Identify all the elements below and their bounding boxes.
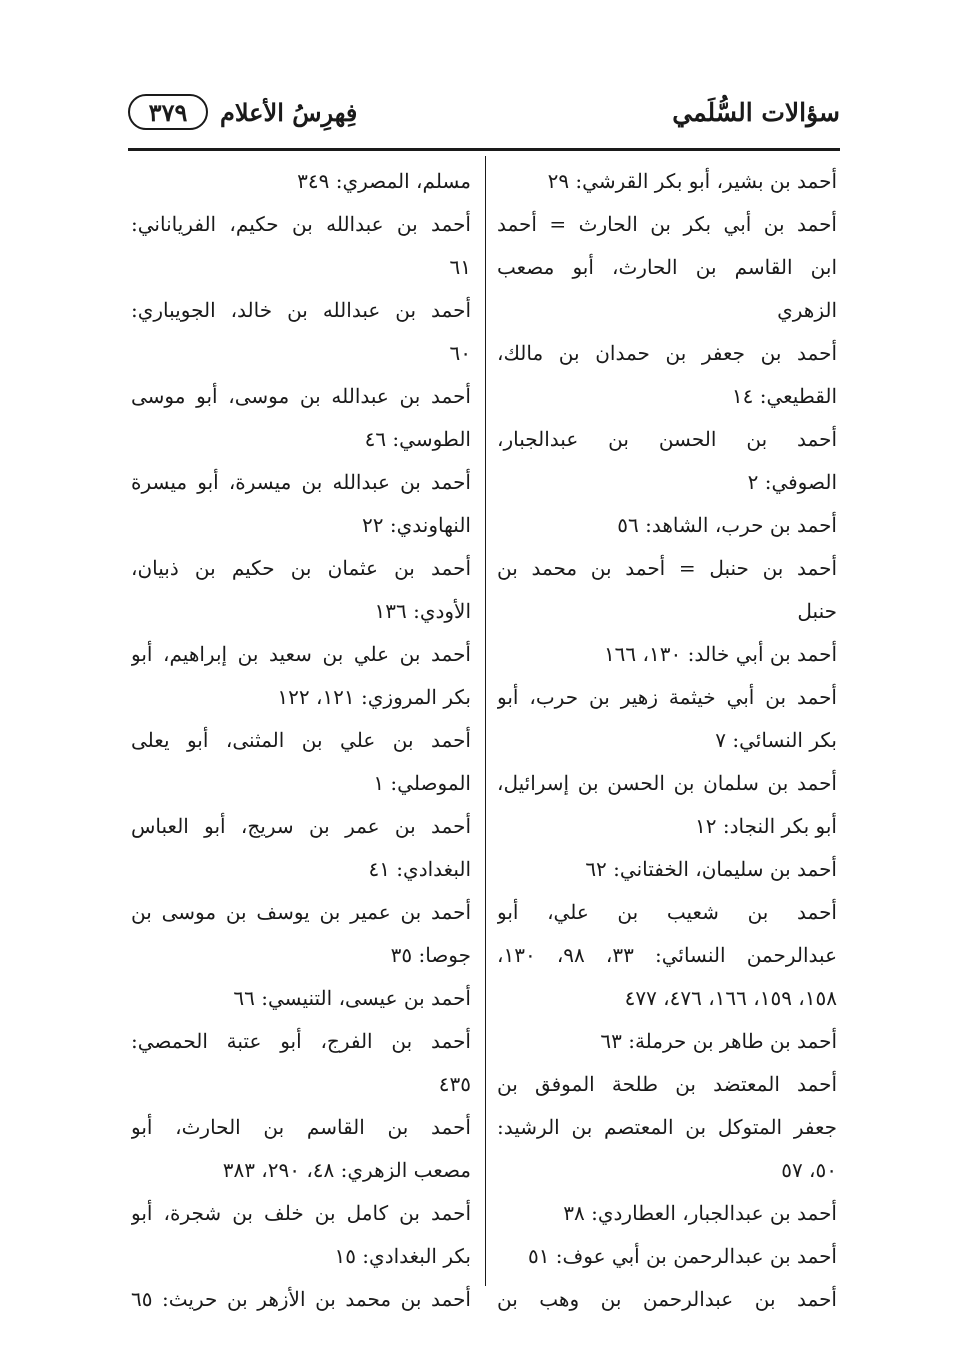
- index-entry-line: أبو بكر النجاد: ١٢: [695, 814, 837, 838]
- section-title: فِهرِسُ الأعلام: [220, 98, 358, 127]
- index-entry-line: القطيعي: ١٤: [731, 384, 837, 408]
- index-entry-line: أحمد بن علي بن المثنى، أبو يعلى: [131, 728, 471, 752]
- index-entry-line: أحمد بن عمر بن سريج، أبو العباس: [131, 814, 471, 838]
- index-entry-line: أحمد بن حنبل = أحمد بن محمد بن: [497, 556, 837, 580]
- page-number-badge: [128, 94, 208, 130]
- index-entry-line: أحمد بن عبدالجبار، العطاردي: ٣٨: [563, 1201, 837, 1225]
- index-entry-line: عبدالرحمن النسائي: ٣٣، ٩٨، ١٣٠،: [497, 943, 837, 967]
- index-entry-line: أحمد بن سلمان بن الحسن بن إسرائيل،: [497, 771, 837, 795]
- page-number: ٣٧٩: [148, 97, 188, 127]
- index-entry-line: أحمد بن حرب، الشاهد: ٥٦: [617, 513, 837, 537]
- index-entry-line: أحمد بن عمير بن يوسف بن موسى بن: [131, 900, 471, 924]
- index-entry-line: الزهري: [777, 298, 837, 322]
- column-divider: [485, 156, 486, 1286]
- page-header: [128, 92, 840, 142]
- index-entry-line: أحمد بن عبدالله بن حكيم، الفرياناني:: [131, 212, 471, 236]
- index-entry-line: أحمد بن علي بن سعيد بن إبراهيم، أبو: [131, 642, 471, 666]
- index-entry-line: بكر البغدادي: ١٥: [334, 1244, 471, 1268]
- index-entry-line: أحمد بن طاهر بن حرملة: ٦٣: [600, 1029, 837, 1053]
- index-entry-line: النهاوندي: ٢٢: [362, 513, 471, 537]
- index-entry-line: أحمد بن بشير، أبو بكر القرشي: ٢٩: [547, 169, 837, 193]
- index-entry-line: الصوفي: ٢: [747, 470, 837, 494]
- index-entry-line: ابن القاسم بن الحارث، أبو مصعب: [497, 255, 837, 279]
- index-entry-line: أحمد بن الحسن بن عبدالجبار،: [497, 427, 837, 451]
- index-entry-line: أحمد بن القاسم بن الحارث، أبو: [131, 1115, 471, 1139]
- index-entry-line: أحمد بن عثمان بن حكيم بن ذبيان،: [131, 556, 471, 580]
- index-entry-line: أحمد بن جعفر بن حمدان بن مالك،: [497, 341, 837, 365]
- index-entry-line: مصعب الزهري: ٤٨، ٢٩٠، ٣٨٣: [222, 1158, 471, 1182]
- index-entry-line: أحمد بن عبدالله بن ميسرة، أبو ميسرة: [131, 470, 471, 494]
- index-entry-line: أحمد بن محمد بن الأزهر بن حريث: ٦٥: [131, 1287, 471, 1311]
- header-rule: [128, 148, 840, 151]
- index-entry-line: أحمد بن الفرج، أبو عتبة الحمصي:: [131, 1029, 471, 1053]
- index-entry-line: أحمد بن أبي خيثمة زهير بن حرب، أبو: [497, 685, 837, 709]
- index-entry-line: حنبل: [797, 599, 837, 623]
- index-entry-line: أحمد بن عبدالله بن خالد، الجويباري:: [131, 298, 471, 322]
- index-entry-line: أحمد بن كامل بن خلف بن شجرة، أبو: [131, 1201, 471, 1225]
- index-entry-line: أحمد بن عبدالرحمن بن أبي عوف: ٥١: [527, 1244, 837, 1268]
- index-entry-line: ٥٠، ٥٧: [781, 1158, 837, 1182]
- index-entry-line: أحمد بن أبي خالد: ١٣٠، ١٦٦: [603, 642, 837, 666]
- index-entry-line: ٤٣٥: [438, 1072, 471, 1096]
- index-entry-line: بكر النسائي: ٧: [715, 728, 837, 752]
- index-entry-line: أحمد بن عبدالرحمن بن وهب بن: [497, 1287, 837, 1311]
- index-entry-line: جوصا: ٣٥: [390, 943, 471, 967]
- index-entry-line: ٦٠: [449, 341, 471, 365]
- index-entry-line: مسلم، المصري: ٣٤٩: [297, 169, 471, 193]
- index-column-left: [131, 160, 471, 1321]
- index-entry-line: أحمد بن عبدالله بن موسى، أبو موسى: [131, 384, 471, 408]
- book-title: سؤالات السُّلَمي: [672, 98, 840, 127]
- index-entry-line: الأودي: ١٣٦: [374, 599, 471, 623]
- index-entry-line: جعفر المتوكل بن المعتصم بن الرشيد:: [497, 1115, 837, 1139]
- index-entry-line: أحمد المعتضد بن طلحة الموفق بن: [497, 1072, 837, 1096]
- index-entry-line: أحمد بن سليمان، الخفتاني: ٦٢: [585, 857, 837, 881]
- index-entry-line: الطوسي: ٤٦: [364, 427, 471, 451]
- index-entry-line: البغدادي: ٤١: [368, 857, 471, 881]
- index-entry-line: أحمد بن أبي بكر بن الحارث = أحمد: [497, 212, 837, 236]
- index-entry-line: أحمد بن عيسى، التنيسي: ٦٦: [233, 986, 471, 1010]
- index-entry-line: ٦١: [449, 255, 471, 279]
- index-entry-line: الموصلي: ١: [373, 771, 471, 795]
- index-entry-line: ١٥٨، ١٥٩، ١٦٦، ٤٧٦، ٤٧٧: [624, 986, 837, 1010]
- index-entry-line: بكر المروزي: ١٢١، ١٢٢: [277, 685, 471, 709]
- index-column-right: [497, 160, 837, 1321]
- index-entry-line: أحمد بن شعيب بن علي، أبو: [497, 900, 837, 924]
